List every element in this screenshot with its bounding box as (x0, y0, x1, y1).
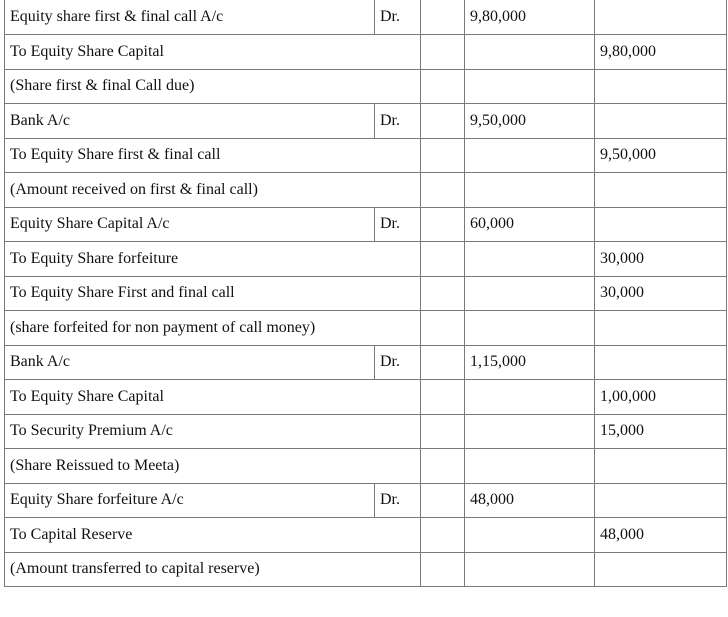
journal-row-debit (5, 483, 727, 518)
narration-cell: (Share Reissued to Meeta) (5, 449, 421, 484)
journal-row-narration (5, 449, 727, 484)
journal-row-credit (5, 276, 727, 311)
credit-amount-cell: 48,000 (595, 518, 727, 553)
credit-amount-cell (595, 69, 727, 104)
particulars-cell: To Equity Share Capital (5, 35, 421, 70)
credit-amount-cell: 15,000 (595, 414, 727, 449)
lf-cell (421, 69, 465, 104)
journal-row-credit (5, 518, 727, 553)
journal-row-debit (5, 104, 727, 139)
lf-cell (421, 518, 465, 553)
dr-marker-cell: Dr. (375, 483, 421, 518)
debit-amount-cell (465, 242, 595, 277)
credit-amount-cell (595, 311, 727, 346)
credit-amount-cell: 9,50,000 (595, 138, 727, 173)
credit-amount-cell (595, 552, 727, 587)
credit-amount-cell (595, 0, 727, 35)
journal-row-narration (5, 552, 727, 587)
lf-cell (421, 552, 465, 587)
journal-row-credit (5, 380, 727, 415)
lf-cell (421, 380, 465, 415)
journal-entries-table (4, 0, 727, 587)
lf-cell (421, 35, 465, 70)
credit-amount-cell (595, 173, 727, 208)
journal-body (5, 0, 727, 587)
dr-marker-cell: Dr. (375, 345, 421, 380)
credit-amount-cell: 30,000 (595, 276, 727, 311)
particulars-cell: To Equity Share First and final call (5, 276, 421, 311)
narration-cell: (Amount transferred to capital reserve) (5, 552, 421, 587)
lf-cell (421, 276, 465, 311)
particulars-cell: Equity Share Capital A/c (5, 207, 375, 242)
debit-amount-cell (465, 414, 595, 449)
lf-cell (421, 173, 465, 208)
debit-amount-cell (465, 35, 595, 70)
credit-amount-cell: 9,80,000 (595, 35, 727, 70)
lf-cell (421, 138, 465, 173)
credit-amount-cell: 1,00,000 (595, 380, 727, 415)
lf-cell (421, 449, 465, 484)
dr-marker-cell: Dr. (375, 207, 421, 242)
lf-cell (421, 207, 465, 242)
journal-row-debit (5, 207, 727, 242)
lf-cell (421, 104, 465, 139)
narration-cell: (share forfeited for non payment of call money) (5, 311, 421, 346)
lf-cell (421, 0, 465, 35)
particulars-cell: Equity Share forfeiture A/c (5, 483, 375, 518)
debit-amount-cell (465, 69, 595, 104)
debit-amount-cell: 60,000 (465, 207, 595, 242)
credit-amount-cell: 30,000 (595, 242, 727, 277)
debit-amount-cell: 9,80,000 (465, 0, 595, 35)
debit-amount-cell (465, 173, 595, 208)
debit-amount-cell (465, 518, 595, 553)
journal-row-credit (5, 414, 727, 449)
debit-amount-cell (465, 380, 595, 415)
narration-cell: (Amount received on first & final call) (5, 173, 421, 208)
credit-amount-cell (595, 345, 727, 380)
particulars-cell: To Equity Share forfeiture (5, 242, 421, 277)
debit-amount-cell: 1,15,000 (465, 345, 595, 380)
dr-marker-cell: Dr. (375, 0, 421, 35)
credit-amount-cell (595, 483, 727, 518)
lf-cell (421, 311, 465, 346)
debit-amount-cell (465, 449, 595, 484)
credit-amount-cell (595, 449, 727, 484)
dr-marker-cell: Dr. (375, 104, 421, 139)
particulars-cell: Bank A/c (5, 104, 375, 139)
journal-row-debit (5, 345, 727, 380)
particulars-cell: To Security Premium A/c (5, 414, 421, 449)
particulars-cell: To Equity Share Capital (5, 380, 421, 415)
particulars-cell: Bank A/c (5, 345, 375, 380)
journal-row-credit (5, 35, 727, 70)
narration-cell: (Share first & final Call due) (5, 69, 421, 104)
debit-amount-cell (465, 311, 595, 346)
journal-row-debit (5, 0, 727, 35)
journal-row-narration (5, 173, 727, 208)
debit-amount-cell (465, 138, 595, 173)
debit-amount-cell: 48,000 (465, 483, 595, 518)
particulars-cell: To Capital Reserve (5, 518, 421, 553)
journal-row-credit (5, 138, 727, 173)
debit-amount-cell (465, 552, 595, 587)
journal-row-credit (5, 242, 727, 277)
credit-amount-cell (595, 207, 727, 242)
journal-row-narration (5, 311, 727, 346)
debit-amount-cell: 9,50,000 (465, 104, 595, 139)
lf-cell (421, 242, 465, 277)
journal-row-narration (5, 69, 727, 104)
lf-cell (421, 483, 465, 518)
debit-amount-cell (465, 276, 595, 311)
particulars-cell: To Equity Share first & final call (5, 138, 421, 173)
credit-amount-cell (595, 104, 727, 139)
lf-cell (421, 345, 465, 380)
particulars-cell: Equity share first & final call A/c (5, 0, 375, 35)
lf-cell (421, 414, 465, 449)
